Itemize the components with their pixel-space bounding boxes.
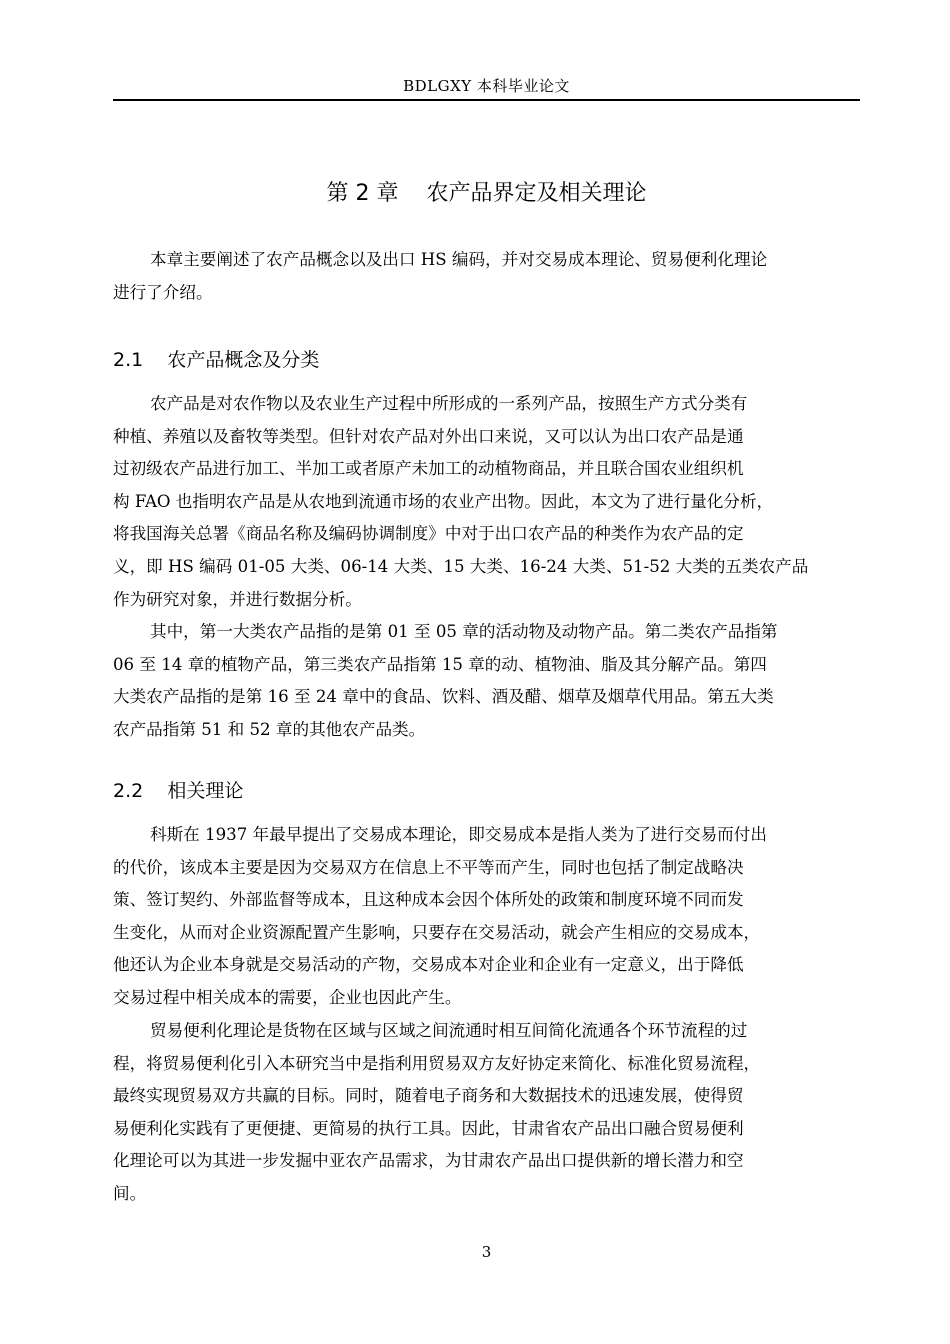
text-line: 贸易便利化理论是货物在区域与区域之间流通时相互间简化流通各个环节流程的过	[150, 1021, 748, 1040]
text-line: 交易过程中相关成本的需要，企业也因此产生。	[113, 987, 462, 1007]
text-line: 其中，第一大类农产品指的是第 01 至 05 章的活动物及动物产品。第二类农产品指第	[150, 622, 778, 641]
section-heading-2-2: 2.2 相关理论	[113, 780, 244, 802]
text-line: 易便利化实践有了更便捷、更简易的执行工具。因此，甘肃省农产品出口融合贸易便利	[113, 1118, 744, 1138]
text-line: 他还认为企业本身就是交易活动的产物，交易成本对企业和企业有一定意义，出于降低	[113, 955, 744, 975]
text-line: 化理论可以为其进一步发掘中亚农产品需求，为甘肃农产品出口提供新的增长潜力和空	[113, 1151, 744, 1171]
header-rule	[113, 99, 860, 101]
paragraph-2-2-b	[113, 1015, 860, 1211]
page-number: 3	[481, 1243, 492, 1261]
text-line: 策、签订契约、外部监督等成本，且这种成本会因个体所处的政策和制度环境不同而发	[113, 890, 744, 910]
text-line: 作为研究对象，并进行数据分析。	[113, 589, 362, 609]
paragraph-2-1-a	[113, 388, 860, 616]
text-line: 程，将贸易便利化引入本研究当中是指利用贸易双方友好协定来简化、标准化贸易流程，	[113, 1053, 761, 1073]
text-line: 科斯在 1937 年最早提出了交易成本理论，即交易成本是指人类为了进行交易而付出	[150, 825, 767, 844]
text-line: 过初级农产品进行加工、半加工或者原产未加工的动植物商品，并且联合国农业组织机	[113, 459, 744, 479]
text-line: 最终实现贸易双方共赢的目标。同时，随着电子商务和大数据技术的迅速发展，使得贸	[113, 1086, 744, 1106]
paragraph-2-1-b	[113, 616, 860, 746]
text-line: 义，即 HS 编码 01-05 大类、06-14 大类、15 大类、16-24 大类、51-52 大类的五类农产品	[113, 556, 809, 576]
text-line: 农产品是对农作物以及农业生产过程中所形成的一系列产品，按照生产方式分类有	[150, 394, 748, 413]
paragraph-2-2-a	[113, 819, 860, 1015]
text-line: 农产品指第 51 和 52 章的其他农产品类。	[113, 719, 426, 739]
text-line: 本章主要阐述了农产品概念以及出口 HS 编码，并对交易成本理论、贸易便利化理论	[150, 250, 768, 269]
text-line: 构 FAO 也指明农产品是从农地到流通市场的农业产出物。因此，本文为了进行量化分析，	[113, 491, 774, 511]
text-line: 进行了介绍。	[113, 282, 213, 302]
text-line: 间。	[113, 1183, 147, 1203]
chapter-title: 第 2 章 农产品界定及相关理论	[326, 181, 647, 206]
section-heading-2-1: 2.1 农产品概念及分类	[113, 349, 320, 371]
text-line: 生变化，从而对企业资源配置产生影响，只要存在交易活动，就会产生相应的交易成本，	[113, 922, 761, 942]
running-header: BDLGXY 本科毕业论文	[403, 77, 570, 95]
intro-paragraph	[113, 244, 860, 309]
text-line: 大类农产品指的是第 16 至 24 章中的食品、饮料、酒及醋、烟草及烟草代用品。第五大类	[113, 687, 774, 707]
text-line: 将我国海关总署《商品名称及编码协调制度》中对于出口农产品的种类作为农产品的定	[113, 524, 744, 544]
text-line: 种植、养殖以及畜牧等类型。但针对农产品对外出口来说，又可以认为出口农产品是通	[113, 426, 744, 446]
text-line: 06 至 14 章的植物产品，第三类农产品指第 15 章的动、植物油、脂及其分解产品。第四	[113, 654, 767, 674]
text-line: 的代价，该成本主要是因为交易双方在信息上不平等而产生，同时也包括了制定战略决	[113, 857, 744, 877]
